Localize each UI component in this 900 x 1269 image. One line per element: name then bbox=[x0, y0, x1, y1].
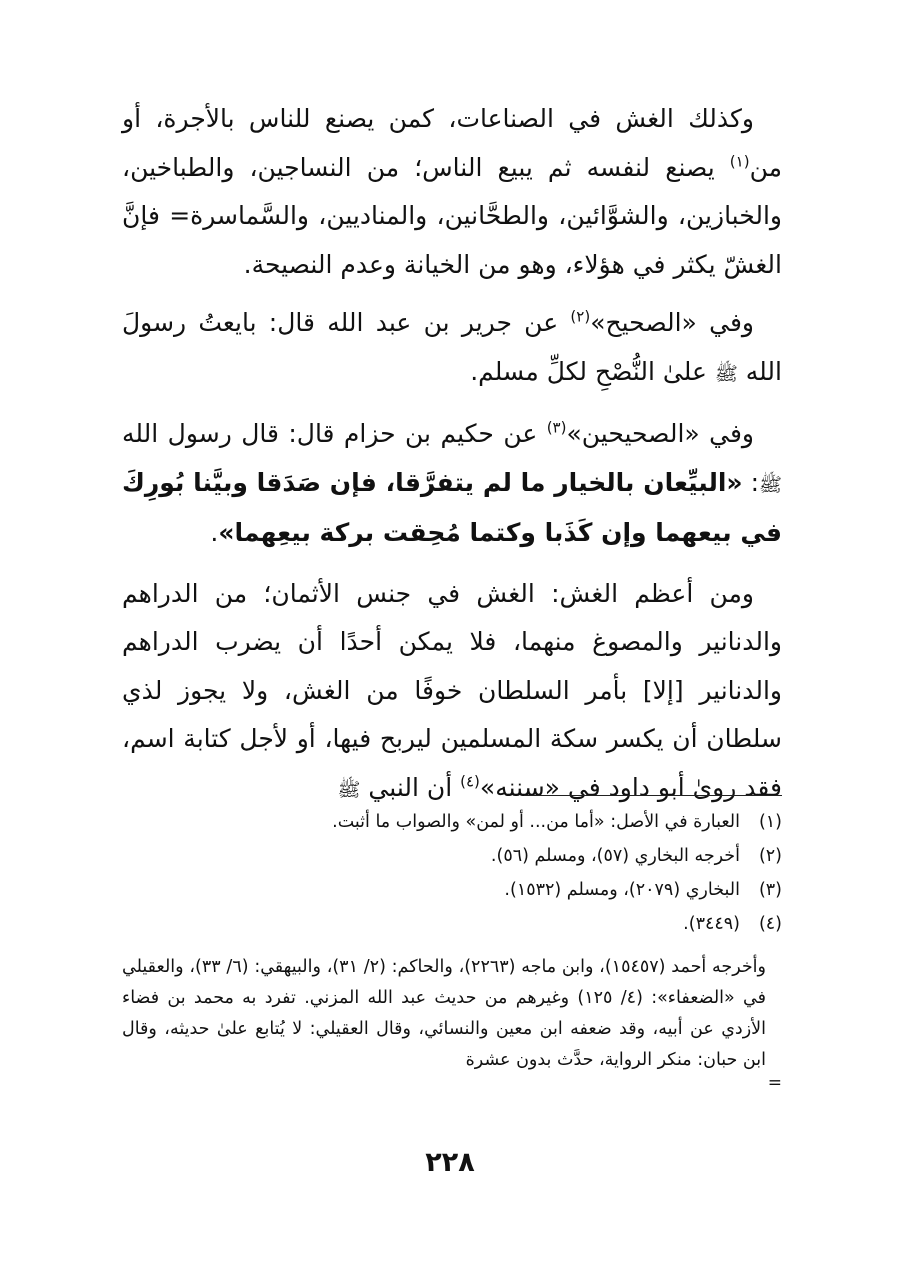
footnote-ref-2: (٢) bbox=[570, 307, 591, 326]
salutation-glyph: ﷺ bbox=[337, 778, 361, 801]
paragraph-1 bbox=[122, 95, 782, 289]
paragraph-2-text-a: وفي «الصحيح» bbox=[590, 308, 754, 337]
paragraph-4-text-b: أن النبي bbox=[360, 772, 461, 802]
footnote-ref-4: (٤) bbox=[460, 772, 480, 791]
paragraph-3-text-b: عن حكيم بن حزام قال: قال رسول الله bbox=[122, 419, 547, 448]
paragraph-4 bbox=[122, 570, 782, 815]
paragraph-3-text-a: وفي «الصحيحين» bbox=[566, 419, 754, 448]
paragraph-3-text-c: : bbox=[742, 467, 760, 497]
footnote-number: (٤) bbox=[758, 914, 782, 934]
footnote-ref-1: (١) bbox=[729, 152, 750, 171]
paragraph-1-text: وكذلك الغش في الصناعات، كمن يصنع للناس بالأجرة، أو من bbox=[122, 104, 782, 182]
footnote-number: (٣) bbox=[758, 880, 782, 900]
footnote-continuation: وأخرجه أحمد (١٥٤٥٧)، وابن ماجه (٢٢٦٣)، والحاكم: (٢/ ٣١)، والبيهقي: (٦/ ٣٣)، والعقيلي في «الضعفاء»: (٤/ ١٢٥) وغيرهم من حديث عبد الله المزني. تفرد به محمد بن فضاء الأزدي عن أبيه، وقد ضعفه ابن معين والنسائي، وقال العقيلي: لا يُتابع علىٰ حديثه، وقال ابن حبان: منكر الرواية، حدَّث بدون عشرة bbox=[122, 957, 766, 1070]
main-text bbox=[122, 95, 782, 826]
paragraph-2-text-b: عن جرير بن عبد الله قال: بايعتُ رسولَ الله bbox=[122, 308, 782, 386]
footnote-text: البخاري (٢٠٧٩)، ومسلم (١٥٣٢). bbox=[504, 880, 740, 900]
salutation-glyph: ﷺ bbox=[714, 362, 738, 385]
footnote-item bbox=[122, 880, 782, 914]
footnote-item bbox=[122, 812, 782, 846]
footnote-item bbox=[122, 914, 782, 948]
footnote-item bbox=[122, 846, 782, 880]
footnote-ref-3: (٣) bbox=[546, 418, 567, 437]
paragraph-3 bbox=[122, 410, 782, 558]
footnote-text: أخرجه البخاري (٥٧)، ومسلم (٥٦). bbox=[490, 846, 740, 866]
page-number: ٢٢٨ bbox=[425, 1147, 475, 1178]
paragraph-3-end: . bbox=[210, 518, 219, 547]
salutation-glyph: ﷺ bbox=[759, 473, 782, 496]
paragraph-2-text-c: علىٰ النُّصْحِ لكلِّ مسلم. bbox=[470, 356, 715, 386]
paragraph-4-text-a: ومن أعظم الغش: الغش في جنس الأثمان؛ من الدراهم والدنانير والمصوغ منهما، فلا يمكن أحدًا أن يضرب الدراهم والدنانير [إلا] بأمر السلطان خوفًا من الغش، ولا يجوز لذي سلطان أن يكسر سكة المسلمين ليربح فيها، أو لأجل كتابة اسم، فقد روىٰ أبو داود في «سننه» bbox=[122, 578, 782, 802]
footnotes bbox=[122, 812, 782, 1093]
paragraph-2 bbox=[122, 299, 782, 398]
continuation-mark: = bbox=[767, 1073, 782, 1093]
footnote-text: العبارة في الأصل: «أما من... أو لمن» والصواب ما أثبت. bbox=[332, 812, 740, 832]
footnote-number: (٢) bbox=[758, 846, 782, 866]
footnote-divider bbox=[524, 795, 782, 796]
footnote-number: (١) bbox=[758, 812, 782, 832]
footnote-text: (٣٤٤٩). bbox=[683, 914, 740, 934]
hadith-quote: «البيِّعان بالخيار ما لم يتفرَّقا، فإن صَدَقا وبيَّنا بُورِكَ في بيعهما وإن كَذَبا وكتما مُحِقت بركة بيعِهما» bbox=[122, 467, 782, 547]
paragraph-1-text-rest: يصنع لنفسه ثم يبيع الناس؛ من النساجين، والطباخين، والخبازين، والشوَّائين، والطحَّانين، والمناديين، والسَّماسرة= فإنَّ الغشّ يكثر في هؤلاء، وهو من الخيانة وعدم النصيحة. bbox=[122, 152, 782, 279]
